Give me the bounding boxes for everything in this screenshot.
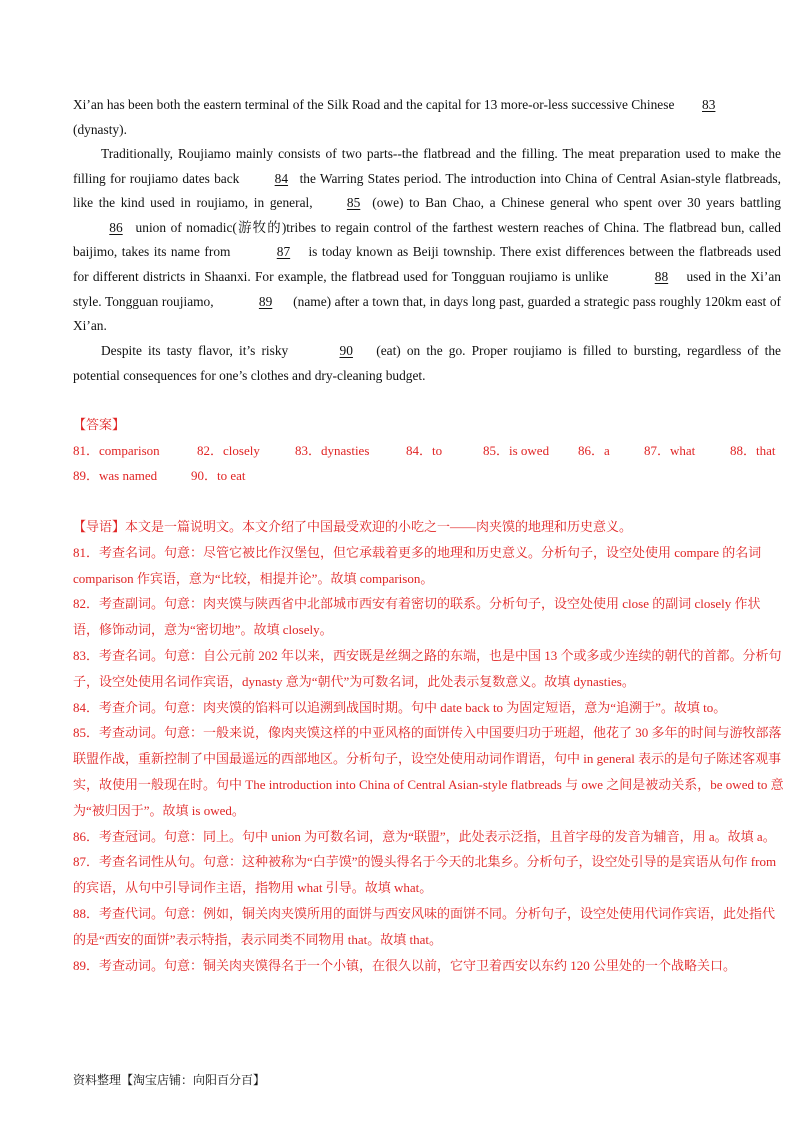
explanation-87: 87．考查名词性从句。句意：这种被称为“白芋馍”的馒头得名于今天的北集乡。分析句子，设空处引导的是宾语从句作 from 的宾语，从句中引导词作主语，指物用 what 引导。故填 what。 [73, 854, 777, 896]
blank-89: 89 [258, 293, 273, 309]
answer-87: 87．what [644, 443, 696, 458]
passage-text: used in the Xi’an style. Tongguan roujiamo, [73, 268, 781, 309]
answer-row-1 [73, 440, 776, 459]
blank-87: 87 [276, 244, 291, 260]
explanation-81: 81．考查名词。句意：尽管它被比作汉堡包，但它承载着更多的地理和历史意义。分析句子，设空处使用 compare 的名词 comparison 作宾语，意为“比较，相提并论”。故填 comparison。 [73, 544, 762, 586]
passage-text: (owe) to Ban Chao, a Chinese general who spent over 30 years battling [366, 195, 781, 211]
blank-88: 88 [654, 268, 669, 284]
answer-90: 90．to eat [191, 468, 246, 483]
answer-89: 89．was named [73, 468, 158, 483]
passage-text: (eat) on the go. Proper roujiamo is filled to bursting, regardless of the potential consequences for one’s clothes and dry-cleaning budget. [73, 343, 781, 383]
answer-82: 82．closely [197, 443, 260, 458]
answer-heading: 【答案】 [73, 418, 126, 433]
explanation-85: 85．考查动词。句意：一般来说，像肉夹馍这样的中亚风格的面饼传入中国要归功于班超，他花了 30 多年的时间与游牧部落联盟作战，重新控制了中国最遥远的西部地区。分析句子，设空处使用动词作谓语，句中 in general 表示的是句子陈述客观事实，故使用一般现在时。句中 The introduction into China of Central Asian-style flatbreads 与 owe 之间是被动关系，be owed to 意为“被归因于”。故填 is owed。 [73, 725, 784, 818]
passage-text: Traditionally, Roujiamo mainly consists of two parts--the flatbread and the filling. The meat preparation used to make the filling for roujiamo dates back [73, 146, 781, 186]
blank-84: 84 [274, 170, 289, 186]
passage-text: (dynasty). [73, 121, 127, 137]
blank-83: 83 [702, 97, 716, 112]
answer-85: 85．is owed [483, 443, 550, 458]
explanation-88: 88．考查代词。句意：例如，铜关肉夹馍所用的面饼与西安风味的面饼不同。分析句子，设空处使用代词作宾语，此处指代的是“西安的面饼”表示特指，表示同类不同物用 that。故填 that。 [73, 905, 776, 947]
passage-text: Despite its tasty flavor, it’s risky [101, 343, 289, 358]
explanation-82: 82．考查副词。句意：肉夹馍与陕西省中北部城市西安有着密切的联系。分析句子，设空处使用 close 的副词 closely 作状语，修饰动词，意为“密切地”。故填 closely。 [73, 596, 761, 638]
footer-source: 资料整理【淘宝店铺：向阳百分百】 [73, 1073, 266, 1087]
answer-83: 83．dynasties [295, 443, 370, 458]
passage-paragraph-2 [73, 142, 781, 339]
passage-text: the Warring States period. The introduction into China of Central Asian-style flatbreads, like the kind used in roujiamo, in general, [73, 170, 781, 211]
blank-86: 86 [109, 219, 123, 235]
intro-explanation: 【导语】本文是一篇说明文。本文介绍了中国最受欢迎的小吃之一——肉夹馍的地理和历史意义。 [73, 519, 633, 534]
answer-84: 84．to [406, 443, 443, 458]
explanation-84: 84．考查介词。句意：肉夹馍的馅料可以追溯到战国时期。句中 date back to 为固定短语，意为“追溯于”。故填 to。 [73, 699, 727, 715]
passage-text: Xi’an has been both the eastern terminal of the Silk Road and the capital for 13 more-or-less successive Chinese [73, 97, 678, 112]
answer-86: 86．a [578, 443, 610, 458]
passage-text: is today known as Beiji township. There exist differences between the flatbreads used for different districts in Shaanxi. For example, the flatbread used for Tongguan roujiamo is unlike [73, 244, 781, 284]
explanations [73, 514, 785, 978]
blank-90: 90 [339, 343, 353, 358]
passage-text: (name) after a town that, in days long past, guarded a strategic pass roughly 120km east of Xi’an. [73, 293, 781, 334]
passage-text: union of nomadic(游牧的)tribes to regain control of the farthest western reaches of China. The flatbread bun, called baijimo, takes its name from [73, 219, 781, 260]
passage-paragraph-3 [73, 339, 781, 388]
passage-paragraph-1 [73, 93, 781, 142]
blank-85: 85 [346, 195, 361, 211]
explanation-86: 86．考查冠词。句意：同上。句中 union 为可数名词，意为“联盟”，此处表示泛指，且首字母的发音为辅音，用 a。故填 a。 [73, 828, 776, 844]
answer-row-2 [73, 465, 246, 484]
explanation-83: 83．考查名词。句意：自公元前 202 年以来，西安既是丝绸之路的东端，也是中国 13 个或多或少连续的朝代的首都。分析句子，设空处使用名词作宾语，dynasty 意为“朝代”为可数名词，此处表示复数意义。故填 dynasties。 [73, 647, 782, 689]
answer-88: 88．that [730, 443, 776, 458]
explanation-89: 89．考查动词。句意：铜关肉夹馍得名于一个小镇，在很久以前，它守卫着西安以东约 120 公里处的一个战略关口。 [73, 957, 737, 973]
answer-81: 81．comparison [73, 443, 160, 458]
